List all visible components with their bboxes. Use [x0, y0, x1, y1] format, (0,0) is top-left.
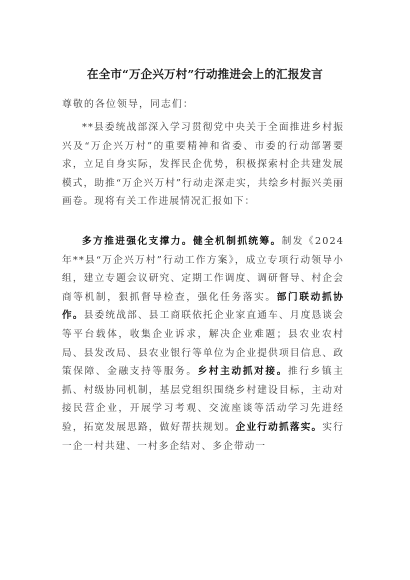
department-text: 县委统战部、县工商联依托企业家直通车、月度恳谈会等平台载体，收集企业诉求，解决企业难题；县农业农村局、县发改局、县农业银行等单位为企业提供项目信息、政策保障、金融支持等服务。 — [62, 310, 344, 378]
heading-village-docking: 乡村主动抓对接。 — [197, 366, 289, 378]
heading-enterprise-action: 企业行动抓落实。 — [235, 421, 323, 433]
enterprise-text: 实行一企一村共建、一村多企结对、多企带动一 — [62, 421, 344, 452]
document-title: 在全市“万企兴万村”行动推进会上的汇报发言 — [87, 67, 323, 81]
village-text: 推行乡镇主抓、村级协同机制，基层党组织围绕乡村建设目标，主动对接民营企业，开展学习考观、交流座谈等活动学习先进经验，拓宽发展思路，做好帮扶规划。 — [62, 366, 344, 433]
measures-paragraph — [62, 233, 344, 456]
mechanism-text: 制发《2024年**县“万企兴万村”行动工作方案》，成立专项行动领导小组，建立专题会议研究、定期工作调度、调研督导、村企会商等机制，狠抓督导检查，强化任务落实。 — [62, 236, 345, 303]
intro-paragraph: **县委统战部深入学习贯彻党中央关于全面推进乡村振兴及“万企兴万村”的重要精神和省委、市委的行动部署要求，立足自身实际，发挥民企优势，积极探索村企共建发展模式，助推“万企兴万村”行动走深走实，共绘乡村振兴美丽画卷。现将有关工作进展情况汇报如下： — [62, 122, 344, 208]
heading-department-coordination: 部门联动抓协作。 — [62, 291, 344, 322]
heading-multi-party-support: 多方推进强化支撑力。健全机制抓统筹。 — [82, 236, 282, 247]
salutation: 尊敬的各位领导，同志们： — [62, 99, 194, 110]
